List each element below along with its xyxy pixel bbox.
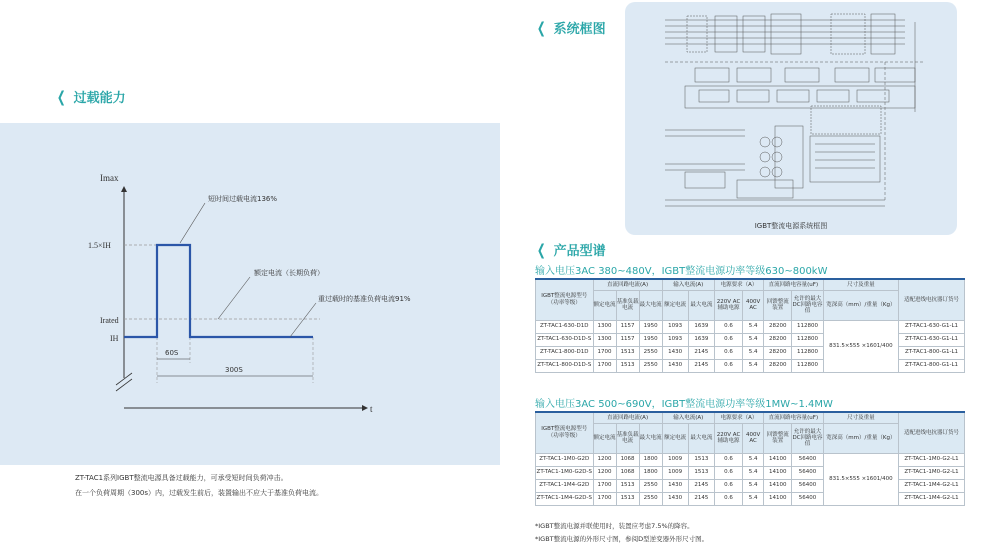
x-axis-label: t bbox=[370, 404, 373, 414]
header-order-no: 适配进线电抗器订货号 bbox=[899, 412, 965, 453]
table-row bbox=[536, 492, 965, 505]
header-order-no: 适配进线电抗器订货号 bbox=[899, 279, 965, 320]
subheader-220v: 220V AC辅助电源 bbox=[714, 423, 742, 453]
subheader-max: 最大电流 bbox=[639, 423, 662, 453]
annotation-leader bbox=[218, 277, 250, 319]
tick-label-ih: IH bbox=[110, 334, 119, 343]
table-cell: 1800 bbox=[639, 466, 662, 479]
table-row bbox=[536, 346, 965, 359]
size-weight-cell: 831.5×555 ×1601/400 bbox=[823, 453, 898, 505]
header-dc-current: 直流回路电流(A) bbox=[593, 279, 662, 290]
table-cell: 14100 bbox=[764, 492, 792, 505]
subheader-400v: 400V AC bbox=[743, 423, 764, 453]
table-cell: 5.4 bbox=[743, 492, 764, 505]
table-cell: 1700 bbox=[593, 492, 616, 505]
table-cell: 56400 bbox=[792, 453, 823, 466]
overload-chart bbox=[0, 123, 500, 465]
table-cell: 112800 bbox=[792, 333, 823, 346]
table-cell: 5.4 bbox=[743, 479, 764, 492]
table-cell: ZT-TAC1-630-G1-L1 bbox=[899, 320, 965, 333]
table-cell: 112800 bbox=[792, 320, 823, 333]
table-cell: 1639 bbox=[688, 320, 714, 333]
footnote-2: *IGBT整流电源的外形尺寸图，参阅D型逆变器外形尺寸图。 bbox=[535, 535, 709, 543]
table-cell: 1009 bbox=[662, 453, 688, 466]
table-cell: 0.6 bbox=[714, 453, 742, 466]
table-cell: 112800 bbox=[792, 359, 823, 372]
table-cell: ZT-TAC1-630-D1D-S bbox=[536, 333, 594, 346]
header-input-current: 输入电流(A) bbox=[662, 279, 714, 290]
header-capacitance: 直流回路电容量(uF) bbox=[764, 279, 824, 290]
table-cell: 1157 bbox=[616, 320, 639, 333]
table-cell: 5.4 bbox=[743, 466, 764, 479]
y-axis-label: Imax bbox=[100, 173, 119, 183]
table-cell: ZT-TAC1-1M0-G2D bbox=[536, 453, 594, 466]
subheader-dims: 宽深高（mm）/重量（Kg） bbox=[823, 290, 898, 320]
table-cell: 28200 bbox=[764, 333, 792, 346]
series-line bbox=[124, 245, 313, 337]
table-cell: ZT-TAC1-1M4-G2-L1 bbox=[899, 479, 965, 492]
table-cell: 2550 bbox=[639, 492, 662, 505]
table-cell: 1300 bbox=[593, 333, 616, 346]
table-cell: 1200 bbox=[593, 466, 616, 479]
table-cell: 1513 bbox=[616, 359, 639, 372]
header-size-weight: 尺寸及重量 bbox=[823, 412, 898, 423]
table-cell: 14100 bbox=[764, 466, 792, 479]
subheader-rated-in: 额定电流 bbox=[662, 423, 688, 453]
table-cell: 0.6 bbox=[714, 466, 742, 479]
subheader-rect: 回馈整流装置 bbox=[764, 423, 792, 453]
table1-title: 输入电压3AC 380~480V，IGBT整流电源功率等级630~800kW bbox=[535, 266, 828, 277]
table-cell: 56400 bbox=[792, 466, 823, 479]
subheader-rated: 额定电流 bbox=[593, 290, 616, 320]
table-cell: 1950 bbox=[639, 320, 662, 333]
table-cell: 5.4 bbox=[743, 359, 764, 372]
table-cell: 1513 bbox=[688, 466, 714, 479]
table-row bbox=[536, 453, 965, 466]
overload-note-1: ZT-TAC1系列IGBT整流电源具备过载能力，可承受短时间负荷冲击。 bbox=[75, 474, 288, 482]
table-cell: ZT-TAC1-630-D1D bbox=[536, 320, 594, 333]
table-cell: 1639 bbox=[688, 333, 714, 346]
table-cell: ZT-TAC1-800-D1D-S bbox=[536, 359, 594, 372]
table-cell: 1513 bbox=[616, 492, 639, 505]
header-capacitance: 直流回路电容量(uF) bbox=[764, 412, 824, 423]
table-cell: 1513 bbox=[688, 453, 714, 466]
table-cell: 1068 bbox=[616, 466, 639, 479]
table2 bbox=[535, 411, 965, 506]
system-diagram-panel bbox=[625, 2, 957, 235]
table-cell: 2550 bbox=[639, 479, 662, 492]
table-row bbox=[536, 466, 965, 479]
table-cell: 1950 bbox=[639, 333, 662, 346]
subheader-max-in: 最大电流 bbox=[688, 290, 714, 320]
table-cell: 5.4 bbox=[743, 320, 764, 333]
table-cell: ZT-TAC1-800-G1-L1 bbox=[899, 359, 965, 372]
system-section-title: ❮ 系统框图 bbox=[536, 18, 606, 37]
header-model: IGBT整流电源型号（功率等级） bbox=[536, 412, 594, 453]
table-cell: 1700 bbox=[593, 359, 616, 372]
table-cell: 1068 bbox=[616, 453, 639, 466]
table-cell: 1513 bbox=[616, 346, 639, 359]
system-block-diagram bbox=[625, 2, 957, 235]
table-cell: ZT-TAC1-800-D1D bbox=[536, 346, 594, 359]
table-cell: 0.6 bbox=[714, 359, 742, 372]
subheader-rect: 回馈整流装置 bbox=[764, 290, 792, 320]
table-cell: 1700 bbox=[593, 479, 616, 492]
table-cell: ZT-TAC1-1M0-G2-L1 bbox=[899, 453, 965, 466]
subheader-allow: 允许的最大DC回路电容值 bbox=[792, 423, 823, 453]
table-row bbox=[536, 359, 965, 372]
overload-section-title: ❮ 过载能力 bbox=[56, 87, 126, 106]
table-cell: 1430 bbox=[662, 492, 688, 505]
subheader-base: 基准负载电流 bbox=[616, 290, 639, 320]
table-cell: 1157 bbox=[616, 333, 639, 346]
dimension-300s-label: 300S bbox=[225, 366, 243, 374]
table-cell: ZT-TAC1-1M0-G2D-S bbox=[536, 466, 594, 479]
table-cell: 28200 bbox=[764, 359, 792, 372]
spectrum-section-title: ❮ 产品型谱 bbox=[536, 240, 606, 259]
subheader-dims: 宽深高（mm）/重量（Kg） bbox=[823, 423, 898, 453]
table-cell: 0.6 bbox=[714, 479, 742, 492]
subheader-220v: 220V AC辅助电源 bbox=[714, 290, 742, 320]
annotation-base: 重过载时的基准负荷电流91% bbox=[318, 295, 411, 303]
system-diagram-caption: IGBT整流电源系统框图 bbox=[754, 222, 828, 230]
subheader-max: 最大电流 bbox=[639, 290, 662, 320]
table-cell: 5.4 bbox=[743, 453, 764, 466]
size-weight-cell: 831.5×555 ×1601/400 bbox=[823, 320, 898, 372]
table-cell: ZT-TAC1-800-G1-L1 bbox=[899, 346, 965, 359]
table-cell: 56400 bbox=[792, 479, 823, 492]
table-cell: 1200 bbox=[593, 453, 616, 466]
annotation-leader bbox=[180, 203, 205, 243]
table-cell: 1513 bbox=[616, 479, 639, 492]
table-cell: 2145 bbox=[688, 359, 714, 372]
header-power-req: 电源要求（A） bbox=[714, 412, 763, 423]
footnote-1: *IGBT整流电源并联使用时，装置应考虑7.5%的降容。 bbox=[535, 522, 694, 530]
table-row bbox=[536, 333, 965, 346]
chevron-left-icon: ❮ bbox=[56, 87, 66, 106]
table-cell: 1093 bbox=[662, 320, 688, 333]
table-cell: 28200 bbox=[764, 320, 792, 333]
annotation-short-overload: 短时间过载电流136% bbox=[208, 195, 278, 203]
table-cell: ZT-TAC1-1M0-G2-L1 bbox=[899, 466, 965, 479]
subheader-rated-in: 额定电流 bbox=[662, 290, 688, 320]
table-cell: 1009 bbox=[662, 466, 688, 479]
table-cell: 2145 bbox=[688, 492, 714, 505]
subheader-rated: 额定电流 bbox=[593, 423, 616, 453]
subheader-400v: 400V AC bbox=[743, 290, 764, 320]
table-cell: ZT-TAC1-1M4-G2-L1 bbox=[899, 492, 965, 505]
table-cell: 2145 bbox=[688, 479, 714, 492]
overload-note-2: 在一个负荷周期（300s）内，过载发生前后，装置输出不应大于基准负荷电流。 bbox=[75, 489, 324, 497]
table-cell: 1700 bbox=[593, 346, 616, 359]
axis-break-mark bbox=[116, 379, 132, 391]
table-cell: 14100 bbox=[764, 453, 792, 466]
table-cell: ZT-TAC1-1M4-G2D-S bbox=[536, 492, 594, 505]
tick-label-irated: Irated bbox=[100, 316, 119, 325]
table-cell: 112800 bbox=[792, 346, 823, 359]
table-cell: 1430 bbox=[662, 346, 688, 359]
dimension-60s-label: 60S bbox=[165, 349, 179, 357]
table-cell: 1430 bbox=[662, 359, 688, 372]
table-cell: 14100 bbox=[764, 479, 792, 492]
overload-chart-panel bbox=[0, 123, 500, 465]
table-cell: 0.6 bbox=[714, 333, 742, 346]
subheader-allow: 允许的最大DC回路电容值 bbox=[792, 290, 823, 320]
table-cell: 56400 bbox=[792, 492, 823, 505]
table-cell: 0.6 bbox=[714, 346, 742, 359]
header-dc-current: 直流回路电流(A) bbox=[593, 412, 662, 423]
tick-label-1-5ih: 1.5×IH bbox=[88, 241, 111, 250]
header-power-req: 电源要求（A） bbox=[714, 279, 763, 290]
table-cell: ZT-TAC1-1M4-G2D bbox=[536, 479, 594, 492]
table-cell: 2550 bbox=[639, 346, 662, 359]
chevron-left-icon: ❮ bbox=[536, 18, 546, 37]
table-cell: 2550 bbox=[639, 359, 662, 372]
table-cell: 1093 bbox=[662, 333, 688, 346]
table-cell: 1800 bbox=[639, 453, 662, 466]
subheader-max-in: 最大电流 bbox=[688, 423, 714, 453]
table-cell: 28200 bbox=[764, 346, 792, 359]
chevron-left-icon: ❮ bbox=[536, 240, 546, 259]
table-cell: 1300 bbox=[593, 320, 616, 333]
header-model: IGBT整流电源型号（功率等级） bbox=[536, 279, 594, 320]
header-input-current: 输入电流(A) bbox=[662, 412, 714, 423]
table-cell: 5.4 bbox=[743, 346, 764, 359]
annotation-rated: 额定电流（长期负荷） bbox=[254, 269, 324, 277]
header-size-weight: 尺寸及重量 bbox=[823, 279, 898, 290]
table-cell: 2145 bbox=[688, 346, 714, 359]
table-cell: 5.4 bbox=[743, 333, 764, 346]
annotation-leader bbox=[290, 303, 316, 337]
table-cell: 0.6 bbox=[714, 492, 742, 505]
table-cell: 0.6 bbox=[714, 320, 742, 333]
table2-title: 输入电压3AC 500~690V，IGBT整流电源功率等级1MW~1.4MW bbox=[535, 399, 833, 410]
table-row bbox=[536, 320, 965, 333]
table-cell: 1430 bbox=[662, 479, 688, 492]
table1 bbox=[535, 278, 965, 373]
table-cell: ZT-TAC1-630-G1-L1 bbox=[899, 333, 965, 346]
table-row bbox=[536, 479, 965, 492]
subheader-base: 基准负载电流 bbox=[616, 423, 639, 453]
